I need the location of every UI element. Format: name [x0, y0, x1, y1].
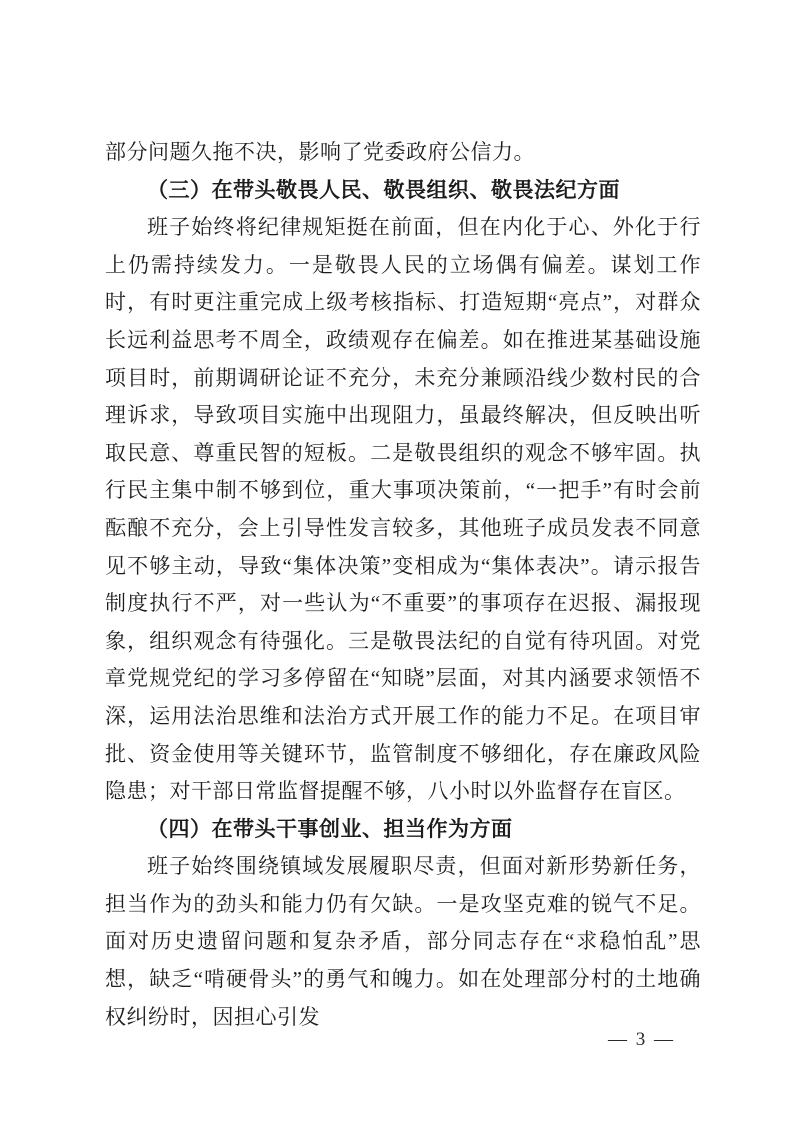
section-heading-3: （三）在带头敬畏人民、敬畏组织、敬畏法纪方面: [147, 177, 620, 202]
paragraph: 班子始终将纪律规矩挺在前面，但在内化于心、外化于行上仍需持续发力。一是敬畏人民的立场偶有偏差。谋划工作时，有时更注重完成上级考核指标、打造短期“亮点”，对群众长远利益思考不周全，政绩观存在偏差。如在推进某基础设施项目时，前期调研论证不充分，未充分兼顾沿线少数村民的合理诉求，导致项目实施中出现阻力，虽最终解决，但反映出听取民意、尊重民智的短板。二是敬畏组织的观念不够牢固。执行民主集中制不够到位，重大事项决策前，“一把手”有时会前酝酿不充分，会上引导性发言较多，其他班子成员发表不同意见不够主动，导致“集体决策”变相成为“集体表决”。请示报告制度执行不严，对一些认为“不重要”的事项存在迟报、漏报现象，组织观念有待强化。三是敬畏法纪的自觉有待巩固。对党章党规党纪的学习多停留在“知晓”层面，对其内涵要求领悟不深，运用法治思维和法治方式开展工作的能力不足。在项目审批、资金使用等关键环节，监管制度不够细化，存在廉政风险隐患；对干部日常监督提醒不够，八小时以外监督存在盲区。: [105, 215, 701, 804]
document-body: [105, 134, 701, 1036]
paragraph: 班子始终围绕镇域发展履职尽责，但面对新形势新任务，担当作为的劲头和能力仍有欠缺。一是攻坚克难的锐气不足。面对历史遗留问题和复杂矛盾，部分同志存在“求稳怕乱”思想，缺乏“啃硬骨头”的勇气和魄力。如在处理部分村的土地确权纠纷时，因担心引发: [105, 854, 701, 1029]
paragraph-continued: 部分问题久拖不决，影响了党委政府公信力。: [105, 140, 535, 164]
page-number: — 3 —: [608, 1029, 675, 1050]
section-heading-4: （四）在带头干事创业、担当作为方面: [147, 816, 513, 841]
